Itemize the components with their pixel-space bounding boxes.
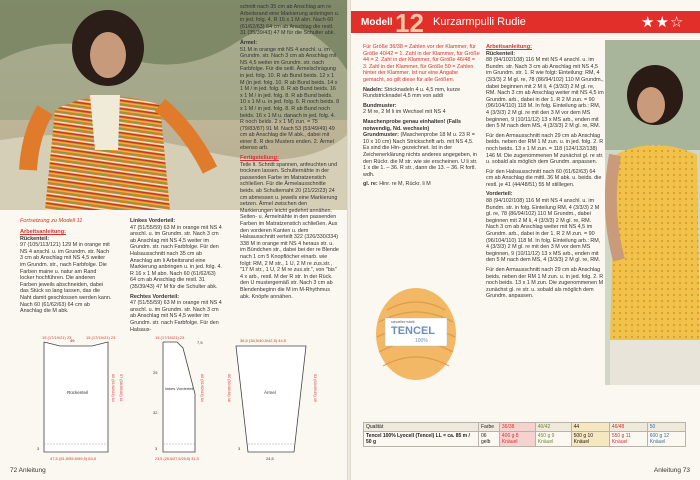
- rib-label: Bundmuster:: [363, 102, 397, 109]
- col1-body: 97 (105/113/121) 129 M in orange mit NS 4 anschl. u. im Grundm. str. Nach 3 cm ab Anschlag mit NS 4,5 weiter im Grundm. str., nach Farbfolge. Die Farben maine u. natur am Rand locker hochführen. Die anderen Farben jeweils abschneiden, dabei das Stück so lang lassen, das die Naht damit geschlossen werden kann. Nach 60 (61/62/63) 64 cm ab Anschlag die M abk.: [20, 242, 112, 315]
- table-header: 50: [647, 423, 685, 432]
- back-bottom: 47,5 (51,5/55,5/59,5) 63,5: [50, 456, 97, 461]
- table-header: Farbe: [479, 423, 500, 432]
- continuation-caption: Fortsetzung zu Modell 11: [20, 218, 83, 224]
- r-col2-body-4: 88 (94/102/108) 116 M mit NS 4 anschl. u. im Bundm. str. in folg. Einteilung RM, 4 (3/3/3) 2 M gl. re, 78 (86/94/102) 110 M Grundm., dabei beginnen mit 2 M li, 4 (3/3/3) 2 M gl. re, RM. Nach 3 cm ab Anschlag weiter mit NS 4,5 im Grundm. arb., dabei in der 1. R 2 M zun. = 90 (96/104/110) 118 M. In folg. Einteilung arb.: RM, 4 (3/3/3) 2 M gl. re mit den 3 M vor dem MS beginnen, 9 (10/11/12) 13 x MS arb., enden mit den 5 M nach dem MS, 4 (3/3/3) 2 M gl. re, RM.: [486, 198, 601, 264]
- col1-heading: Arbeitsanleitung:: [20, 229, 66, 235]
- table-header: 44: [571, 423, 609, 432]
- yarn-ball-photo: [371, 282, 461, 382]
- yarn-name: TENCEL: [391, 325, 435, 337]
- table-row: [364, 432, 686, 447]
- model-photo-yellow-top: [605, 40, 700, 385]
- gl-label: gl. re:: [363, 181, 378, 188]
- sleeve-left-a: 50 (50/46/46) 46: [227, 374, 231, 402]
- r-col2-heading: Arbeitsanleitung:: [486, 44, 532, 50]
- r-col2-body-2: Für den Armausschnitt nach 29 cm ab Anschlag beids. neben der RM 1 M zun. u. in jed. folg. 2. R noch beids. 13 x 1 M zun. = 118 (124/132/138) 146 M. Die zugenommenen M zunächst gl. re str. u. sobald als möglich dem Grundm. anpassen.: [486, 132, 604, 166]
- front-left-b: 32: [153, 410, 158, 415]
- front-top-side: 7,5: [197, 340, 203, 345]
- left-column-3: [240, 4, 340, 303]
- front-top: 15 (17/19/21) 23: [155, 335, 185, 340]
- model-banner: [351, 7, 700, 37]
- front-left-c: 3: [155, 446, 158, 451]
- table-cell: 500 g 10 Knäuel: [571, 432, 609, 447]
- col3-body-2: 51 M in orange mit NS 4 anschl. u. im Grundm. str. Nach 3 cm ab Anschlag mit NS 4,5 weiter im Grundm. str. nach Farbfolge. Für die seitl. Ärmelschrägung in jed. folg. 10. R ab Bund beids. 12 x 1 M (in jed. folg. 10. R ab Bund beids. 14 x 1 M / in jed. folg. 8. R ab Bund beids. 16 x 1 M / in jed. folg. 8. R ab Bund beids. 10 x 1 M u. in jed. folg. 6. R noch beids. 8 x 1 M / in jed. folg. 8. R ab Bund noch beids. 16 x 1 M u. danach in jed. folg. 4. R noch beids. 2 x 1 M) zun. = 75 (79/83/87) 91 M. Nach 53 (53/49/49) 49 cm ab Anschlag die M abk., dabei mit einer 8. R des Musters enden. 2. Ärmel ebenso arb.: [240, 46, 340, 152]
- sleeve-right-a: 53 (53/49/49) 49: [313, 374, 317, 402]
- table-header: 36/38: [499, 423, 535, 432]
- yarn-requirements-table: [363, 422, 686, 447]
- sleeve-label: Ärmel: [264, 390, 276, 395]
- gauge-heading: Maschenprobe genau einhalten! (Falls notwendig, Nd. wechseln): [363, 118, 461, 132]
- gl-text: Hinr. re M, Rückr. li M: [379, 181, 431, 188]
- left-column-2: [130, 218, 222, 336]
- col2-body-2: 47 (51/55/59) 63 M in orange mit NS 4 anschl. u. im Grundm. str. Nach 3 cm ab Anschlag mit NS 4,5 weiter im Grundm. str. nach Farbfolge. Für den Halsaus-: [130, 300, 222, 333]
- rib-text: 2 M re, 2 M li im Wechsel mit NS 4: [363, 109, 446, 116]
- table-cell: 550 g 11 Knäuel: [609, 432, 647, 447]
- difficulty-stars: ★★☆: [641, 14, 685, 31]
- needles: [363, 87, 481, 100]
- schematic-sleeve: [222, 334, 342, 464]
- r-col2-sub-2: Vorderteil:: [486, 191, 513, 198]
- r-col2-body-1: 88 (94/102/108) 116 M mit NS 4 anschl. u. im Bundm. str. Nach 3 cm ab Anschlag mit NS 4,5 im Grundm. str. 1. R wie folgt: Einteilung: RM, 4 (3/3/3) 2 M gl. re, 78 (86/94/102) 110 M Grundm., dabei beginnen mit 2 M li, 4 (3/3/3) 2 M gl. re, RM. Nach 3 cm ab Anschlag weiter mit NS 4,5 im Grundm. arb., dabei in der 1. R 2 M zun. = 90 (96/104/110) 118 M. In folg. Einteilung arb.: RM, 4 (3/3/3) 2 M gl. re mit den 3 M vor dem MS beginnen, 9 (10/11/12) 13 x MS arb., enden mit den 5 M nach dem MS, 4 (3/3/3) 2 M gl. re, RM.: [486, 57, 604, 130]
- back-right-b: 57 (58/59/60) 61: [119, 374, 123, 402]
- front-left-a: 25: [153, 370, 158, 375]
- back-top-left: 15 (17/19/21) 23: [42, 335, 72, 340]
- col3-heading-2: Fertigstellung:: [240, 155, 279, 162]
- back-right-a: 60 (61/62/63) 64: [111, 374, 115, 402]
- size-note: Für Größe 36/38 = Zahlen vor der Klammer, für Größe 40/42 = 1. Zahl in der Klammer, für Größe 44 = 2. Zahl in der Klammer, für Größe 46/48 = 3. Zahl in der Klammer, für Größe 50 = Zahlen hinter der Klammer. Ist nur eine Angabe gemacht, so gilt diese für alle Größen.: [363, 44, 480, 83]
- right-page: [351, 0, 700, 480]
- sleeve-top: 36,5 (38,5/40,5/42,5) 44,5: [240, 338, 287, 343]
- right-column-1: [363, 44, 481, 191]
- table-header-row: [364, 423, 686, 432]
- back-left: 3: [37, 446, 40, 451]
- sleeve-left-b: 3: [238, 446, 241, 451]
- table-cell: 400 g 8 Knäuel: [499, 432, 535, 447]
- table-header: Qualität: [364, 423, 479, 432]
- page-number-right: Anleitung 73: [653, 467, 690, 474]
- col3-body-1: schnitt nach 35 cm ab Anschlag am re Arbeitsrand eine Markierung anbringen u. in jed. folg. 4. R 16 x 1 M abn. Nach 60 (61/62/63) 64 cm ab Anschlag die restl. 31 (35/39/43) 47 M für die Schulter abk.: [240, 4, 340, 37]
- modell-number: 12: [395, 8, 424, 38]
- left-page: [0, 0, 347, 480]
- col3-heading: Ärmel:: [240, 39, 258, 46]
- col2-body-1: 47 (51/55/59) 63 M in orange mit NS 4 anschl. u. im Grundm. str. Nach 3 cm ab Anschlag mit NS 4,5 weiter im Grundm. str. nach Farbfolge. Für den Halsausschnitt nach 35 cm ab Anschlag am li Arbeitsrand eine Markierung anbringen u. in jed. folg. 4. R 16 x 1 M abn. Nach 60 (61/62/63) 64 cm ab Anschlag die restl. 31 (35/39/43) 47 M für die Schulter abk.: [130, 224, 222, 290]
- needles-label: Nadeln:: [363, 86, 383, 93]
- r-col2-sub: Rückenteil:: [486, 50, 516, 57]
- table-cell-quality: Tencel 100% Lyocell (Tencel) LL = ca. 85 m / 50 g: [364, 432, 479, 447]
- table-header: 40/42: [535, 423, 571, 432]
- front-label: linkes Vorderteil: [165, 386, 194, 391]
- back-label: Rückenteil: [67, 390, 89, 395]
- table-cell-color: 06 gelb: [479, 432, 500, 447]
- pattern-title: Kurzarmpulli Rudie: [433, 16, 526, 28]
- back-top-mid: 49: [70, 338, 75, 343]
- table-header: 46/48: [609, 423, 647, 432]
- sleeve-bottom: 24,5: [266, 456, 274, 461]
- yarn-brand: schoeller+stahl: [391, 320, 415, 324]
- col2-heading-2: Rechtes Vorderteil:: [130, 293, 180, 300]
- schematic-left-front: [145, 334, 215, 464]
- table-cell: 450 g 9 Knäuel: [535, 432, 571, 447]
- page-number-left: 72 Anleitung: [10, 467, 46, 474]
- modell-label: Modell: [361, 17, 393, 28]
- base-pattern: [363, 132, 481, 178]
- schematic-back: [22, 334, 137, 464]
- stockinette: [363, 181, 481, 188]
- needles-text: Stricknadeln 4 u. 4,5 mm, kurze Rundstricknadel 4,5 mm von addi: [363, 86, 461, 100]
- front-right-a: 60 (61/62/63) 64: [200, 374, 204, 402]
- right-column-2: [486, 44, 604, 303]
- r-col2-body-5: Für den Armausschnitt nach 29 cm ab Anschlag beids. neben der RM 1 M zun. u. in jed. folg. 2. R noch beids. 13 x 1 M zun. Die zugenommenen M zunächst gl. re str. u. sobald als möglich dem Grundm. anpassen.: [486, 267, 604, 300]
- table-cell: 600 g 12 Knäuel: [647, 432, 685, 447]
- front-bottom: 23,5 (25,5/27,5/29,5) 31,5: [155, 457, 199, 461]
- back-top-right: 15 (17/19/21) 23: [86, 335, 116, 340]
- base-text: (Maschenprobe 18 M u. 23 R = 10 x 10 cm) Nach Strickschrift arb. mit NS 4,5. Es sind die Hin- gezeichnet. Ist in der Zeichenerklärung nichts anderes angegeben, in den Rückr. die M str. wie sie erscheinen. U li str. 1 x die 1. – 36. R str., dann die 13. – 36. R fortl. wdh.: [363, 132, 478, 178]
- col1-subheading: Rückenteil:: [20, 235, 50, 242]
- col2-heading: Linkes Vorderteil:: [130, 218, 176, 224]
- r-col2-body-3: Für den Halsausschnitt nach 60 (61/62/63) 64 cm ab Anschlag die mittl. 36 M abk. u. beids. die restl. je 41 (44/48/51) 55 M stilllegen.: [486, 168, 602, 188]
- yarn-percent: 100%: [415, 338, 428, 344]
- left-column-1: [20, 229, 112, 318]
- col3-body-3: Teile lt. Schnitt spannen, anfeuchten und trocknen lassen. Schulternähte in der passenden Farbe im Matratzenstich schließen. Für die Ärmelausschnitte beids. ab Schulternaht 20 (21/22/23) 24 cm abmessen u. jeweils eine Markierung setzen. Ärmel zwischen den Markierungen leicht gedehnt annähen. Seiten- u. Ärmelnähte in den passenden Farben im Matratzenstich schließen. Aus den vorderen Kanten u. dem Halsausschnitt verteilt 322 (326/330/334) 338 M in orange mit NS 4 heraus str. u. im Bündchen str., dabei bei der re Blende nach 1 cm 5 Knopflöcher einarb. wie folgt: RM, 2 M str., 1 U, 2 M re zus.str., "17 M str., 1 U, 2 M re zus.str.", von "bis" 4 x arb., restl. M der R str. In der Rück. den U mustergemäß str. Nach 3 cm ab Blendenbeginn die M im M-Rhythmus abk. Knöpfe annähen.: [240, 161, 339, 300]
- base-label: Grundmuster:: [363, 132, 399, 139]
